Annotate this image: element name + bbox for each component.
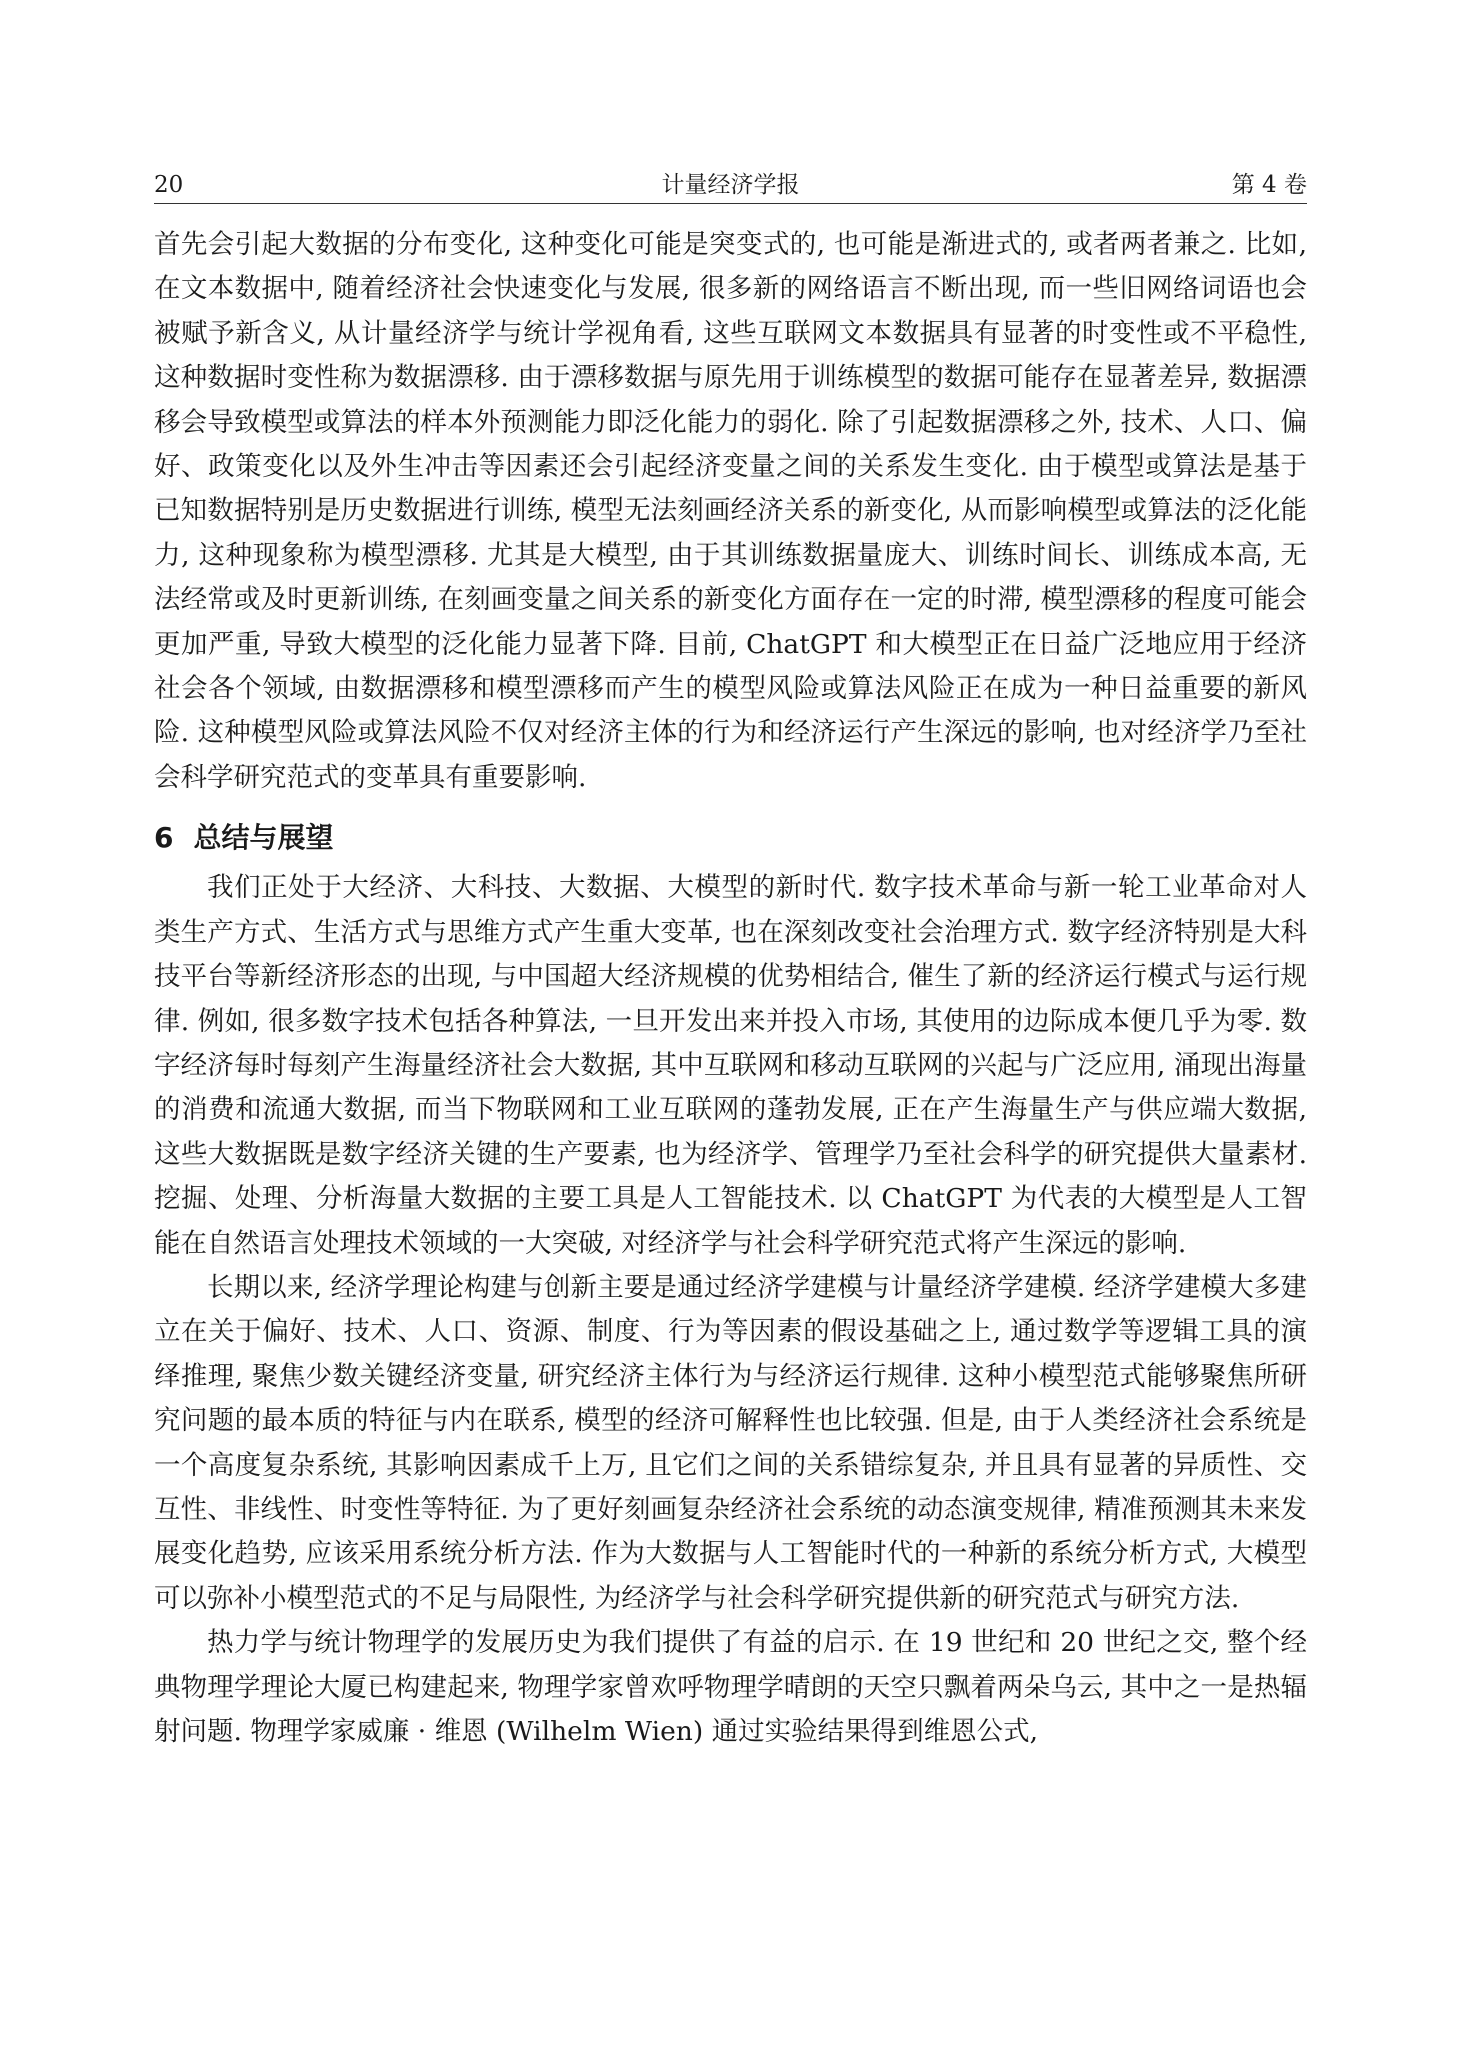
section-heading xyxy=(154,814,1307,862)
paragraph: 我们正处于大经济、大科技、大数据、大模型的新时代. 数字技术革命与新一轮工业革命对人类生产方式、生活方式与思维方式产生重大变革, 也在深刻改变社会治理方式. 数字经济特别是大科技平台等新经济形态的出现, 与中国超大经济规模的优势相结合, 催生了新的经济运行模式与运行规律. 例如, 很多数字技术包括各种算法, 一旦开发出来并投入市场, 其使用的边际成本便几乎为零. 数字经济每时每刻产生海量经济社会大数据, 其中互联网和移动互联网的兴起与广泛应用, 涌现出海量的消费和流通大数据, 而当下物联网和工业互联网的蓬勃发展, 正在产生海量生产与供应端大数据, 这些大数据既是数字经济关键的生产要素, 也为经济学、管理学乃至社会科学的研究提供大量素材. 挖掘、处理、分析海量大数据的主要工具是人工智能技术. 以 ChatGPT 为代表的大模型是人工智能在自然语言处理技术领域的一大突破, 对经济学与社会科学研究范式将产生深远的影响. xyxy=(154,872,1307,1259)
section-number: 6 xyxy=(154,821,174,855)
section-title: 总结与展望 xyxy=(193,821,334,855)
main-text xyxy=(154,223,1307,1754)
volume-label: 第 4 卷 xyxy=(1231,172,1307,198)
paragraph-continued: 首先会引起大数据的分布变化, 这种变化可能是突变式的, 也可能是渐进式的, 或者两者兼之. 比如, 在文本数据中, 随着经济社会快速变化与发展, 很多新的网络语言不断出现, 而一些旧网络词语也会被赋予新含义, 从计量经济学与统计学视角看, 这些互联网文本数据具有显著的时变性或不平稳性, 这种数据时变性称为数据漂移. 由于漂移数据与原先用于训练模型的数据可能存在显著差异, 数据漂移会导致模型或算法的样本外预测能力即泛化能力的弱化. 除了引起数据漂移之外, 技术、人口、偏好、政策变化以及外生冲击等因素还会引起经济变量之间的关系发生变化. 由于模型或算法是基于已知数据特别是历史数据进行训练, 模型无法刻画经济关系的新变化, 从而影响模型或算法的泛化能力, 这种现象称为模型漂移. 尤其是大模型, 由于其训练数据量庞大、训练时间长、训练成本高, 无法经常或及时更新训练, 在刻画变量之间关系的新变化方面存在一定的时滞, 模型漂移的程度可能会更加严重, 导致大模型的泛化能力显著下降. 目前, ChatGPT 和大模型正在日益广泛地应用于经济社会各个领域, 由数据漂移和模型漂移而产生的模型风险或算法风险正在成为一种日益重要的新风险. 这种模型风险或算法风险不仅对经济主体的行为和经济运行产生深远的影响, 也对经济学乃至社会科学研究范式的变革具有重要影响. xyxy=(154,229,1307,793)
running-header xyxy=(154,160,1307,200)
journal-title: 计量经济学报 xyxy=(661,172,800,198)
paragraph: 热力学与统计物理学的发展历史为我们提供了有益的启示. 在 19 世纪和 20 世纪之交, 整个经典物理学理论大厦已构建起来, 物理学家曾欢呼物理学晴朗的天空只飘着两朵乌云, 其中之一是热辐射问题. 物理学家威廉 · 维恩 (Wilhelm Wien) 通过实验结果得到维恩公式, xyxy=(154,1627,1307,1747)
page-number: 20 xyxy=(154,172,184,198)
header-rule xyxy=(154,203,1307,204)
paragraph: 长期以来, 经济学理论构建与创新主要是通过经济学建模与计量经济学建模. 经济学建模大多建立在关于偏好、技术、人口、资源、制度、行为等因素的假设基础之上, 通过数学等逻辑工具的演绎推理, 聚焦少数关键经济变量, 研究经济主体行为与经济运行规律. 这种小模型范式能够聚焦所研究问题的最本质的特征与内在联系, 模型的经济可解释性也比较强. 但是, 由于人类经济社会系统是一个高度复杂系统, 其影响因素成千上万, 且它们之间的关系错综复杂, 并且具有显著的异质性、交互性、非线性、时变性等特征. 为了更好刻画复杂经济社会系统的动态演变规律, 精准预测其未来发展变化趋势, 应该采用系统分析方法. 作为大数据与人工智能时代的一种新的系统分析方式, 大模型可以弥补小模型范式的不足与局限性, 为经济学与社会科学研究提供新的研究范式与研究方法. xyxy=(154,1271,1307,1614)
